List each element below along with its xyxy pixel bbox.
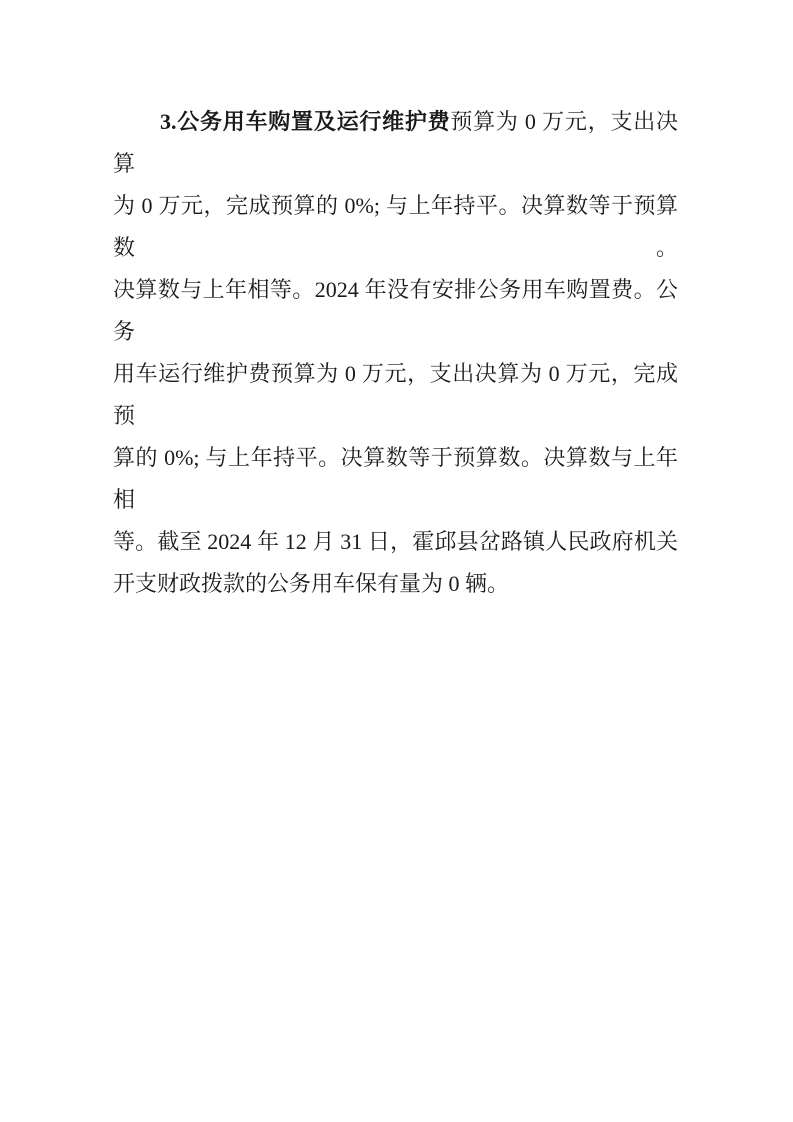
paragraph-bold-lead: 3.公务用车购置及运行维护费 bbox=[160, 109, 451, 134]
vehicle-expense-paragraph bbox=[113, 101, 678, 605]
paragraph-line-5: 算的 0%; 与上年持平。决算数等于预算数。决算数与上年相 bbox=[113, 445, 678, 512]
paragraph-line-2: 为 0 万元，完成预算的 0%; 与上年持平。决算数等于预算数。 bbox=[113, 193, 678, 260]
paragraph-line-7: 开支财政拨款的公务用车保有量为 0 辆。 bbox=[113, 571, 510, 596]
paragraph-line-3: 决算数与上年相等。2024 年没有安排公务用车购置费。公务 bbox=[113, 277, 678, 344]
paragraph-line-6: 等。截至 2024 年 12 月 31 日，霍邱县岔路镇人民政府机关 bbox=[113, 529, 678, 554]
paragraph-line-1 bbox=[113, 101, 678, 185]
paragraph-line-1-text: 预算为 0 万元，支出决算 bbox=[113, 109, 678, 176]
paragraph-line-4: 用车运行维护费预算为 0 万元，支出决算为 0 万元，完成预 bbox=[113, 361, 678, 428]
